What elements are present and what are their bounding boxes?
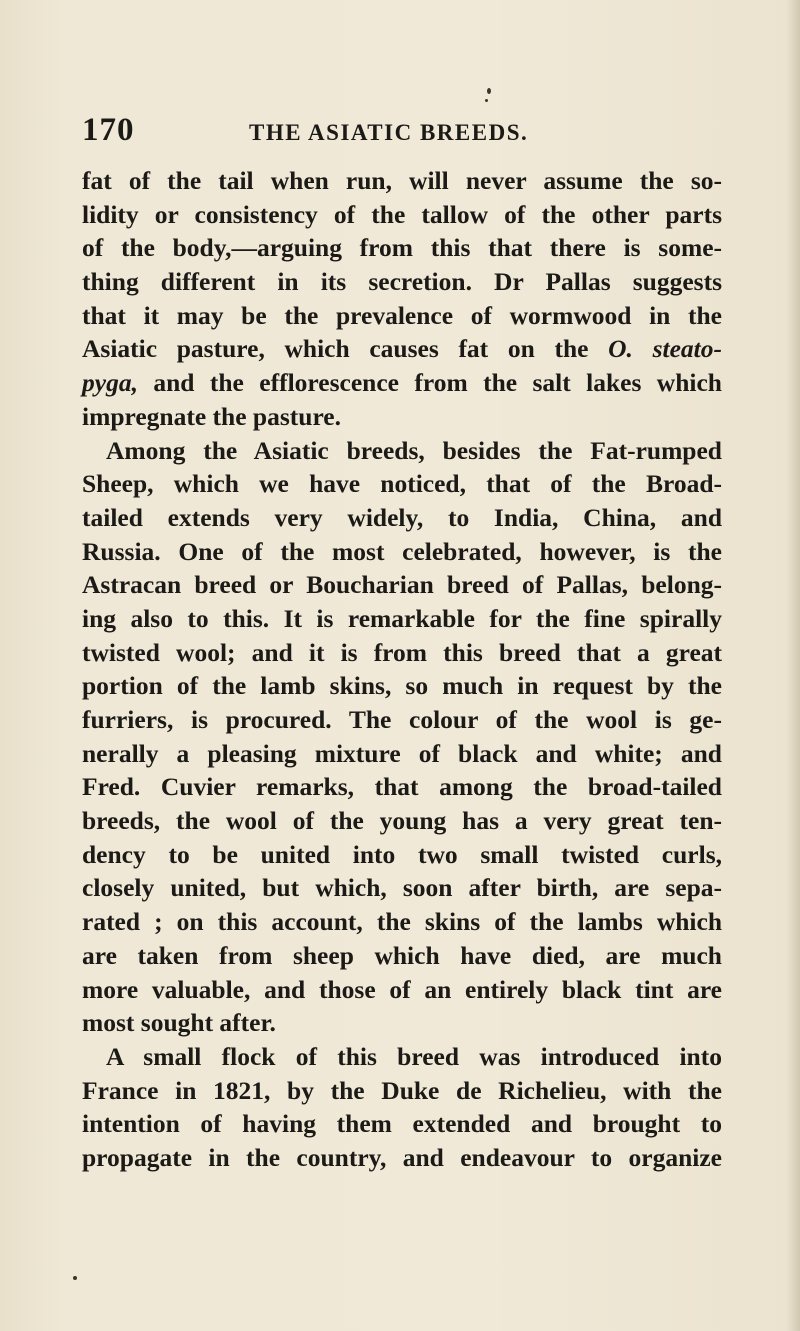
text-line: impregnate the pasture. [82, 401, 341, 431]
text-line: portion of the lamb skins, so much in request by the [82, 671, 722, 701]
text-line: furriers, is procured. The colour of the wool is ge- [82, 705, 722, 734]
text-line: that it may be the prevalence of wormwood in the [82, 300, 722, 330]
text-line: more valuable, and those of an entirely black tint are [82, 974, 722, 1004]
text-line: pyga, and the efflorescence from the salt lakes which [82, 368, 722, 398]
body-text [82, 164, 722, 1175]
running-head: THE ASIATIC BREEDS. [249, 120, 529, 145]
text-line: propagate in the country, and endeavour to organize [82, 1142, 722, 1172]
text-line: rated ; on this account, the skins of the lambs which [82, 907, 722, 937]
text-line: Russia. One of the most celebrated, however, is the [82, 536, 722, 566]
text-line: Fred. Cuvier remarks, that among the broad-tailed [82, 772, 722, 802]
text-line: breeds, the wool of the young has a very great ten- [82, 806, 722, 836]
text-line: dency to be united into two small twisted curls, [82, 839, 722, 869]
text-line: tailed extends very widely, to India, China, and [82, 502, 722, 532]
page-header [82, 112, 722, 152]
page-edge-shadow [786, 0, 800, 1331]
text-line: of the body,—arguing from this that there is some- [82, 233, 722, 263]
text-line: nerally a pleasing mixture of black and white; and [82, 738, 722, 768]
page-number: 170 [82, 112, 135, 148]
text-line: lidity or consistency of the tallow of the other parts [82, 199, 722, 229]
text-line: Astracan breed or Boucharian breed of Pallas, belong- [82, 570, 722, 600]
text-line: are taken from sheep which have died, are much [82, 940, 722, 970]
ink-speck [485, 99, 488, 102]
ink-speck [487, 88, 491, 94]
text-line: fat of the tail when run, will never assume the so- [82, 166, 722, 195]
text-line: twisted wool; and it is from this breed that a great [82, 637, 722, 667]
text-line: thing different in its secretion. Dr Pallas suggests [82, 267, 722, 297]
text-line: most sought after. [82, 1008, 276, 1038]
text-line: Sheep, which we have noticed, that of the Broad- [82, 469, 722, 499]
text-line: intention of having them extended and brought to [82, 1109, 722, 1139]
text-line: France in 1821, by the Duke de Richelieu, with the [82, 1075, 722, 1105]
text-line: A small flock of this breed was introduced into [106, 1041, 722, 1071]
text-line: closely united, but which, soon after birth, are sepa- [82, 873, 722, 903]
text-line: Asiatic pasture, which causes fat on the O. steato- [82, 334, 722, 364]
text-line: Among the Asiatic breeds, besides the Fat-rumped [106, 435, 722, 465]
text-line: ing also to this. It is remarkable for the fine spirally [82, 603, 722, 633]
ink-speck [73, 1276, 77, 1280]
